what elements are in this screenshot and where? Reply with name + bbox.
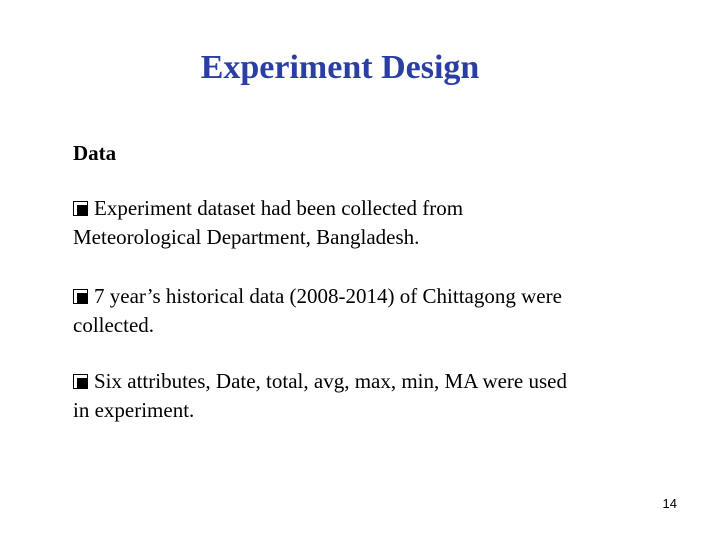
bullet-line: Meteorological Department, Bangladesh. bbox=[73, 225, 420, 249]
bullet-text: Experiment dataset had been collected from bbox=[94, 196, 464, 220]
bullet-text: 7 year’s historical data (2008-2014) of Chittagong were bbox=[94, 284, 562, 308]
bullet-item bbox=[73, 367, 673, 425]
bullet-line bbox=[73, 282, 673, 311]
checkbox-bullet-icon bbox=[73, 374, 88, 389]
bullet-item bbox=[73, 282, 673, 340]
bullet-text: Six attributes, Date, total, avg, max, min, MA were used bbox=[94, 369, 567, 393]
bullet-item bbox=[73, 194, 673, 252]
page-number: 14 bbox=[662, 496, 677, 511]
bullet-line bbox=[73, 194, 673, 223]
bullet-line: in experiment. bbox=[73, 398, 195, 422]
checkbox-bullet-icon bbox=[73, 289, 88, 304]
bullet-line bbox=[73, 367, 673, 396]
checkbox-bullet-icon bbox=[73, 201, 88, 216]
section-heading: Data bbox=[73, 141, 117, 165]
bullet-line: collected. bbox=[73, 313, 155, 337]
slide-title: Experiment Design bbox=[200, 49, 480, 86]
